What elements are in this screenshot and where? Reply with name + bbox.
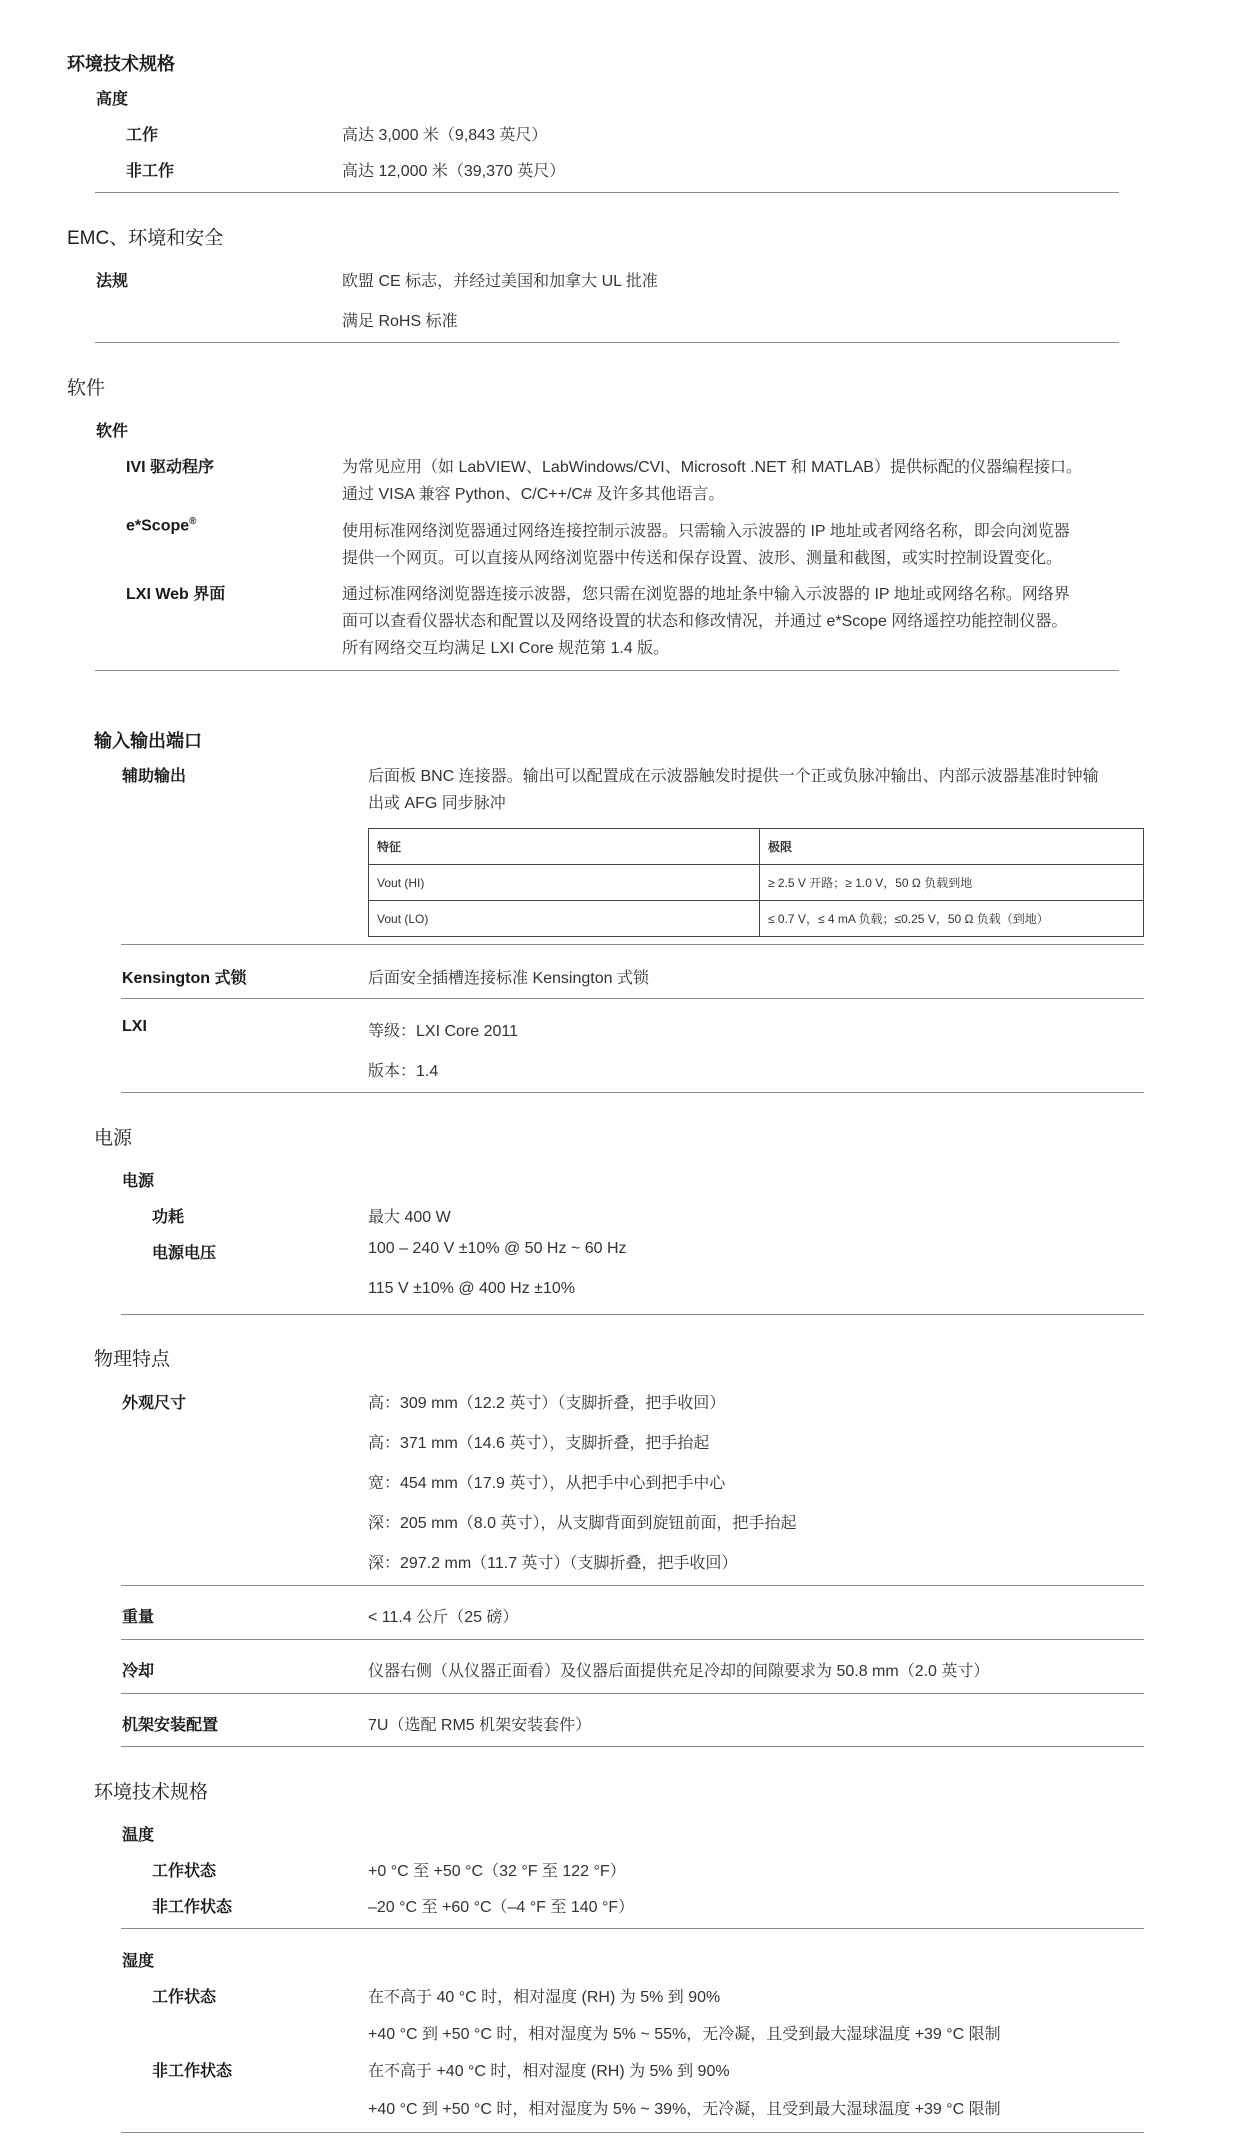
- dimension-line: 宽：454 mm（17.9 英寸），从把手中心到把手中心: [368, 1475, 726, 1492]
- divider: [95, 192, 1119, 193]
- table-header-row: [369, 829, 1144, 865]
- rack-mount-label: 机架安装配置: [122, 1717, 219, 1734]
- dimension-line: 深：297.2 mm（11.7 英寸）（支脚折叠，把手收回）: [368, 1555, 738, 1572]
- lxi-web-line-1: 通过标准网络浏览器连接示波器，您只需在浏览器的地址条中输入示波器的 IP 地址或网络名称。网络界: [342, 586, 1070, 603]
- dimension-line: 深：205 mm（8.0 英寸），从支脚背面到旋钮前面，把手抬起: [368, 1515, 797, 1532]
- power-subheading: 电源: [122, 1173, 155, 1190]
- lxi-value-2: 版本：1.4: [368, 1063, 439, 1080]
- dimension-line: 高：309 mm（12.2 英寸）（支脚折叠，把手收回）: [368, 1395, 726, 1412]
- divider: [121, 2132, 1144, 2133]
- rack-mount-value: 7U（选配 RM5 机架安装套件）: [368, 1717, 592, 1734]
- table-row: [369, 901, 1144, 937]
- section-title-power: 电源: [94, 1128, 133, 1149]
- temp-op-label: 工作状态: [152, 1863, 217, 1880]
- aux-output-line-2: 出或 AFG 同步脉冲: [368, 795, 506, 812]
- aux-output-table: [368, 828, 1144, 937]
- lxi-web-line-3: 所有网络交互均满足 LXI Core 规范第 1.4 版。: [342, 640, 670, 657]
- supply-voltage-value-2: 115 V ±10% @ 400 Hz ±10%: [368, 1280, 575, 1297]
- lxi-web-line-2: 面可以查看仪器状态和配置以及网络设置的状态和修改情况，并通过 e*Scope 网络遥控功能控制仪器。: [342, 613, 1068, 630]
- hum-nonop-label: 非工作状态: [152, 2063, 233, 2080]
- divider: [121, 1693, 1144, 1694]
- supply-voltage-value-1: 100 – 240 V ±10% @ 50 Hz ~ 60 Hz: [368, 1240, 627, 1257]
- divider: [121, 1092, 1144, 1093]
- temp-nonop-value: –20 °C 至 +60 °C（–4 °F 至 140 °F）: [368, 1899, 635, 1916]
- table-cell: ≥ 2.5 V 开路；≥ 1.0 V，50 Ω 负载到地: [760, 865, 1144, 901]
- lxi-web-label: LXI Web 界面: [126, 586, 226, 603]
- dimension-line: 高：371 mm（14.6 英寸），支脚折叠，把手抬起: [368, 1435, 710, 1452]
- aux-output-label: 辅助输出: [122, 768, 187, 785]
- ivi-driver-line-2: 通过 VISA 兼容 Python、C/C++/C# 及许多其他语言。: [342, 486, 725, 503]
- weight-value: < 11.4 公斤（25 磅）: [368, 1609, 519, 1626]
- dimensions-label: 外观尺寸: [122, 1395, 187, 1412]
- lxi-value-1: 等级：LXI Core 2011: [368, 1023, 518, 1040]
- table-cell: Vout (LO): [369, 901, 760, 937]
- temperature-heading: 温度: [122, 1827, 155, 1844]
- weight-label: 重量: [122, 1609, 155, 1626]
- power-consumption-label: 功耗: [152, 1209, 185, 1226]
- hum-op-value-1: 在不高于 40 °C 时，相对湿度 (RH) 为 5% 到 90%: [368, 1989, 721, 2006]
- altitude-op-label: 工作: [126, 127, 159, 144]
- lxi-label: LXI: [122, 1018, 147, 1035]
- cooling-value: 仪器右侧（从仪器正面看）及仪器后面提供充足冷却的间隙要求为 50.8 mm（2.0 英寸）: [368, 1663, 990, 1680]
- altitude-nonop-value: 高达 12,000 米（39,370 英尺）: [342, 163, 566, 180]
- ivi-driver-label: IVI 驱动程序: [126, 459, 215, 476]
- table-cell: Vout (HI): [369, 865, 760, 901]
- section-title-physical: 物理特点: [94, 1349, 171, 1370]
- altitude-op-value: 高达 3,000 米（9,843 英尺）: [342, 127, 548, 144]
- section-title-emc: EMC、环境和安全: [67, 228, 224, 249]
- software-subheading: 软件: [96, 423, 129, 440]
- hum-op-value-2: +40 °C 到 +50 °C 时，相对湿度为 5% ~ 55%，无冷凝，且受到最大湿球温度 +39 °C 限制: [368, 2026, 1001, 2043]
- regulation-value-2: 满足 RoHS 标准: [342, 313, 458, 330]
- table-cell: ≤ 0.7 V，≤ 4 mA 负载；≤0.25 V，50 Ω 负载（到地）: [760, 901, 1144, 937]
- kensington-label: Kensington 式锁: [122, 970, 247, 987]
- section-title-io-ports: 输入输出端口: [94, 731, 202, 751]
- altitude-nonop-label: 非工作: [126, 163, 175, 180]
- temp-op-value: +0 °C 至 +50 °C（32 °F 至 122 °F）: [368, 1863, 626, 1880]
- regulation-label: 法规: [96, 273, 129, 290]
- escope-line-1: 使用标准网络浏览器通过网络连接控制示波器。只需输入示波器的 IP 地址或者网络名称，即会向浏览器: [342, 523, 1070, 540]
- divider: [121, 1314, 1144, 1315]
- table-row: [369, 865, 1144, 901]
- divider: [121, 944, 1144, 945]
- humidity-heading: 湿度: [122, 1953, 155, 1970]
- divider: [121, 1585, 1144, 1586]
- escope-line-2: 提供一个网页。可以直接从网络浏览器中传送和保存设置、波形、测量和截图，或实时控制设置变化。: [342, 550, 1063, 567]
- altitude-heading: 高度: [96, 91, 129, 108]
- section-title-env-1: 环境技术规格: [67, 54, 175, 74]
- kensington-value: 后面安全插槽连接标准 Kensington 式锁: [368, 970, 649, 987]
- cooling-label: 冷却: [122, 1663, 155, 1680]
- hum-op-label: 工作状态: [152, 1989, 217, 2006]
- hum-nonop-value-2: +40 °C 到 +50 °C 时，相对湿度为 5% ~ 39%，无冷凝，且受到最大湿球温度 +39 °C 限制: [368, 2101, 1001, 2118]
- divider: [121, 1746, 1144, 1747]
- divider: [121, 1928, 1144, 1929]
- table-header-feature: 特征: [369, 829, 760, 865]
- ivi-driver-line-1: 为常见应用（如 LabVIEW、LabWindows/CVI、Microsoft .NET 和 MATLAB）提供标配的仪器编程接口。: [342, 459, 1082, 476]
- divider: [95, 670, 1119, 671]
- divider: [121, 1639, 1144, 1640]
- temp-nonop-label: 非工作状态: [152, 1899, 233, 1916]
- registered-mark: ®: [189, 516, 197, 527]
- supply-voltage-label: 电源电压: [152, 1245, 217, 1262]
- power-consumption-value: 最大 400 W: [368, 1209, 451, 1226]
- aux-output-line-1: 后面板 BNC 连接器。输出可以配置成在示波器触发时提供一个正或负脉冲输出、内部示波器基准时钟输: [368, 768, 1099, 785]
- section-title-software: 软件: [67, 378, 106, 399]
- table-header-limit: 极限: [760, 829, 1144, 865]
- divider: [121, 998, 1144, 999]
- divider: [95, 342, 1119, 343]
- hum-nonop-value-1: 在不高于 +40 °C 时，相对湿度 (RH) 为 5% 到 90%: [368, 2063, 730, 2080]
- section-title-env-2: 环境技术规格: [94, 1782, 209, 1803]
- regulation-value-1: 欧盟 CE 标志，并经过美国和加拿大 UL 批准: [342, 273, 658, 290]
- escope-label: e*Scope®: [126, 516, 197, 535]
